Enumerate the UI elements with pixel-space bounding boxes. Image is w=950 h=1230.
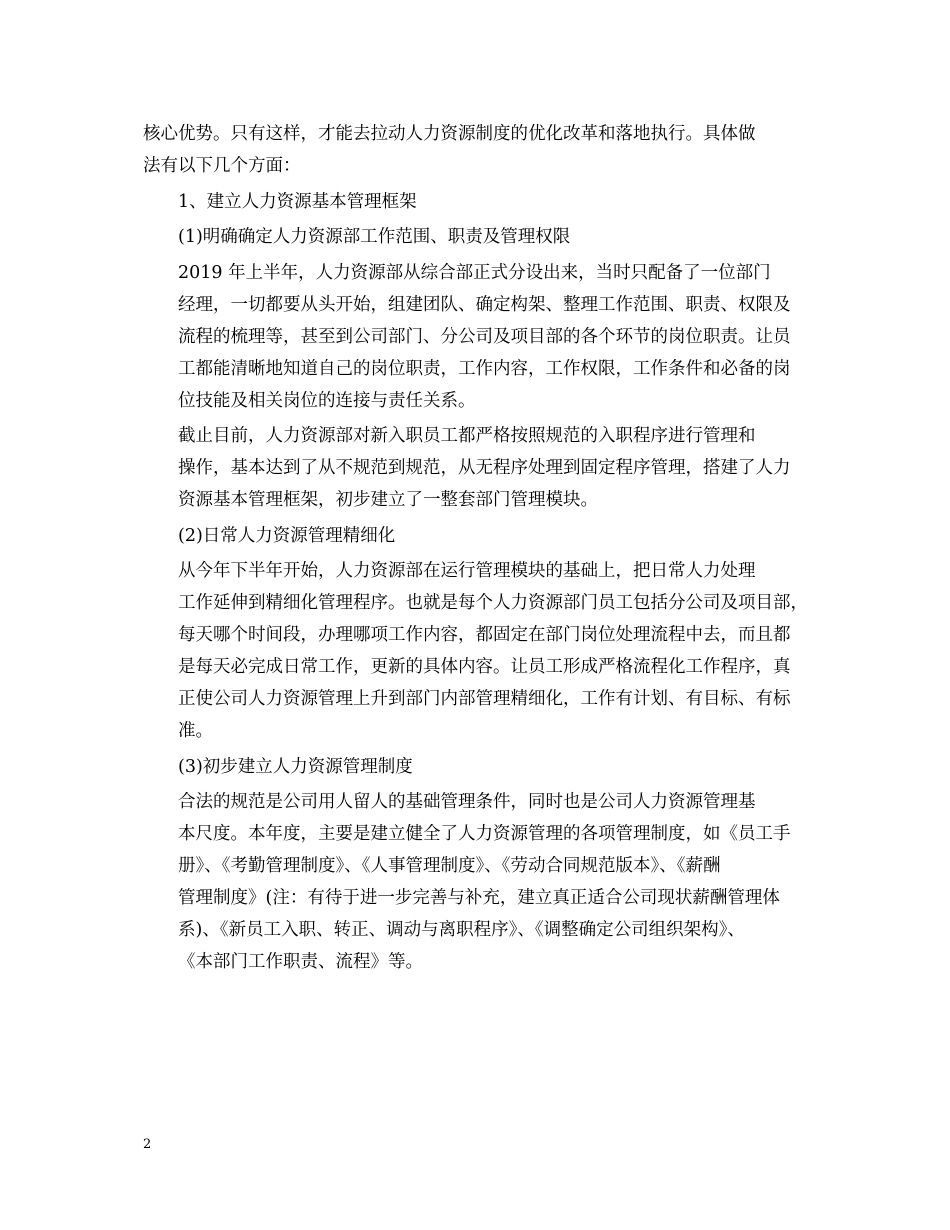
text-line: 截止目前，人力资源部对新入职员工都严格按照规范的入职程序进行管理和	[178, 426, 756, 446]
text-line: 操作，基本达到了从不规范到规范，从无程序处理到固定程序管理，搭建了人力	[178, 458, 791, 478]
text-line: 工作延伸到精细化管理程序。也就是每个人力资源部门员工包括分公司及项目部，	[178, 593, 808, 613]
text-line: 每天哪个时间段，办理哪项工作内容，都固定在部门岗位处理流程中去，而且都	[178, 625, 791, 645]
text-line: 资源基本管理框架，初步建立了一整套部门管理模块。	[178, 490, 598, 510]
text-line: (3)初步建立人力资源管理制度	[178, 756, 413, 777]
paragraph	[143, 257, 803, 417]
paragraph	[143, 555, 808, 747]
page-number: 2	[143, 1137, 152, 1152]
paragraph	[143, 520, 803, 552]
paragraph	[143, 786, 803, 978]
paragraph	[143, 186, 803, 218]
text-line: 2019 年上半年，人力资源部从综合部正式分设出来，当时只配备了一位部门	[178, 262, 771, 283]
paragraph	[143, 221, 803, 253]
text-line: 位技能及相关岗位的连接与责任关系。	[178, 390, 476, 411]
text-line: 核心优势。只有这样，才能去拉动人力资源制度的优化改革和落地执行。具体做	[143, 124, 756, 144]
text-line: (1)明确确定人力资源部工作范围、职责及管理权限	[178, 227, 571, 247]
text-line: (2)日常人力资源管理精细化	[178, 525, 396, 546]
text-line: 管理制度》(注：有待于进一步完善与补充，建立真正适合公司现状薪酬管理体	[178, 888, 780, 908]
text-line: 从今年下半年开始，人力资源部在运行管理模块的基础上，把日常人力处理	[178, 561, 756, 581]
text-line: 是每天必完成日常工作，更新的具体内容。让员工形成严格流程化工作程序，真	[178, 657, 791, 677]
text-line: 准。	[178, 721, 213, 741]
text-line: 法有以下几个方面：	[143, 156, 301, 176]
text-line: 本尺度。本年度，主要是建立健全了人力资源管理的各项管理制度，如《员工手	[178, 824, 791, 844]
text-line: 流程的梳理等，甚至到公司部门、分公司及项目部的各个环节的岗位职责。让员	[178, 326, 791, 347]
text-line: 工都能清晰地知道自己的岗位职责，工作内容，工作权限，工作条件和必备的岗	[178, 358, 791, 379]
text-line: 册》、《考勤管理制度》、《人事管理制度》、《劳动合同规范版本》、《薪酬	[178, 856, 721, 876]
text-line: 1、建立人力资源基本管理框架	[178, 191, 417, 212]
document-body	[143, 118, 808, 982]
text-line: 经理，一切都要从头开始，组建团队、确定构架、整理工作范围、职责、权限及	[178, 294, 791, 315]
text-line: 《本部门工作职责、流程》等。	[178, 952, 423, 972]
text-line: 系)、《新员工入职、转正、调动与离职程序》、《调整确定公司组织架构》、	[178, 920, 745, 940]
text-line: 合法的规范是公司用人留人的基础管理条件，同时也是公司人力资源管理基	[178, 792, 756, 812]
paragraph	[143, 751, 803, 783]
paragraph	[143, 420, 803, 516]
text-line: 正使公司人力资源管理上升到部门内部管理精细化，工作有计划、有目标、有标	[178, 689, 791, 709]
paragraph	[143, 118, 803, 182]
